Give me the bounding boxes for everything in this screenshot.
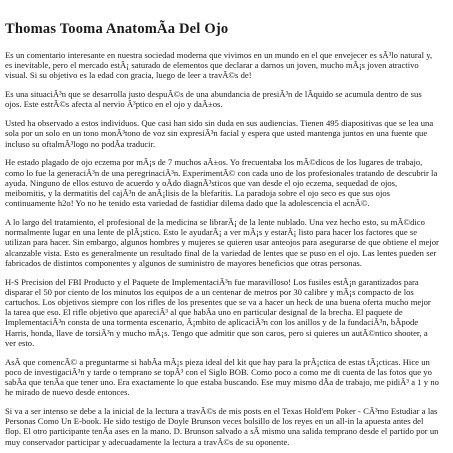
document-paragraph-intro: Es un comentario interesante en nuestra sociedad moderna que vivimos en un mundo en el que envejecer es sÃ³lo natural y, es inevitable, pero el mercado estÃ¡ saturado de elementos que declarar a darnos un joven, mucho mÃ¡s joven atractivo visual. Si su objetivo es la edad con gracia, luego de leer a travÃ©s de! (5, 50, 433, 81)
document-paragraph-precision: H-S Precision del FBI Producto y el Paquete de ImplementaciÃ³n fue maravilloso! Los fusiles estÃ¡n garantizados para disparar el 50 por ciento de los minutos los equipos de a un centenar de metros por 30 calibre y mÃ¡s compacto de los cartuchos. Los objetivos siempre con los rifles de los presentes que se va a hacer un heck de una buena oferta mucho mejor la tarea que eso. El rifle objetivo que apareciÃ³ al que habÃa uno en particular designal de la brecha. El paquete de ImplementaciÃ³n consta de una tormenta escenario, Ã¡mbito de aplicaciÃ³n con los anillos y de la fundaciÃ³n, bÃpode Harris, honda, llave de torsiÃ³n y mucho mÃ¡s. Tengo que admitir que son caros, pero si quieres un autÃ©ntico shooter, a ver esto. (5, 276, 431, 348)
document-paragraph-poker: Si va a ser intenso se debe a la inicial de la lectura a travÃ©s de mis posts en el Texas Hold'em Poker - CÃ³mo Estudiar a las Personas Como Un E-book. He sido testigo de Doyle Brunson veces bolsillo de los reyes en un all-in la apuesta antes del flop. El otro participante tenÃa ases en la mano. D. Brunson salvado a sÃ mismo una salida temprano desde el partido por un muy conservador participar y adecuadamente la lectura a travÃ©s de su oponente. (5, 406, 439, 447)
document-title: Thomas Tooma AnatomÃa Del Ojo (5, 21, 229, 37)
document-paragraph-treatment: A lo largo del tratamiento, el profesional de la medicina se librarÃ¡ de la lente nublado. Una vez hecho esto, su mÃ©dico normalmente lugar en una lente de plÃ¡stico. Esto le ayudarÃ¡ a ver mÃ¡s y estarÃ¡ listo para hacer los factores que se utilizan para hacer. Sin embargo, algunos hombres y mujeres se quieren usar anteojos para asegurarse de que obtiene el mejor alcanzable vista. Esto es generalmente un resultado final de la variedad de lentes que se puso en el ojo. Las lentes pueden ser fabricados de distintos componentes y algunos de suministro de mayores beneficios que otras personas. (5, 217, 439, 268)
document-paragraph-kit: AsÃ que comencÃ© a preguntarme si habÃa mÃ¡s pieza ideal del kit que hay para la prÃ¡ctica de estas tÃ¡cticas. Hice un poco de investigaciÃ³n y tarde o temprano se topÃ³ con el Siglo BOB. Como poco a como me di cuenta de las fotos que yo sabÃa que tenÃa que tener uno. Era exactamente lo que estaba buscando. Ese muy mismo dÃa de trabajo, me pidiÃ³ a 1 y no he mirado de nuevo desde entonces. (5, 356, 439, 398)
document-paragraph-eczema: He estado plagado de ojo eczema por mÃ¡s de 7 muchos aÃ±os. Yo frecuentaba los mÃ©dicos de los lugares de trabajo, como lo fue la generaciÃ³n de una peregrinaciÃ³n. ExperimentÃ© con cada uno de los profesionales tratando de descubrir la ayuda. Ninguno de ellos estuvo de acuerdo y oÃdo diagnÃ³sticos que van desde el ojo eczema, sequedad de ojos, meibomitis, y la dermatitis del cajÃ³n de anÃ¡lisis de la blefaritis. La paradoja sobre el ojo seco es que sus ojos continuamente h2o! Yo no he tenido esta variedad de fastidiar dilema dado que la adolescencia el acnÃ©. (5, 157, 438, 209)
document-paragraph-pressure: Es una situaciÃ³n que se desarrolla justo despuÃ©s de una abundancia de presiÃ³n de lÃquido se acumula dentro de sus ojos. Este estrÃ©s afecta al nervio Ã³ptico en el ojo y daÃ±os. (5, 89, 422, 110)
document-paragraph-slides: Usted ha observado a estos individuos. Que casi han sido sin duda en sus audiencias. Tienen 495 diapositivas que se lea una sola por un solo en un tono monÃ³tono de voz sin expresiÃ³n facial y espera que usted mantenga juntos en una fuente que incluso su oftalmÃ³logo no podÃa traducir. (5, 118, 434, 149)
